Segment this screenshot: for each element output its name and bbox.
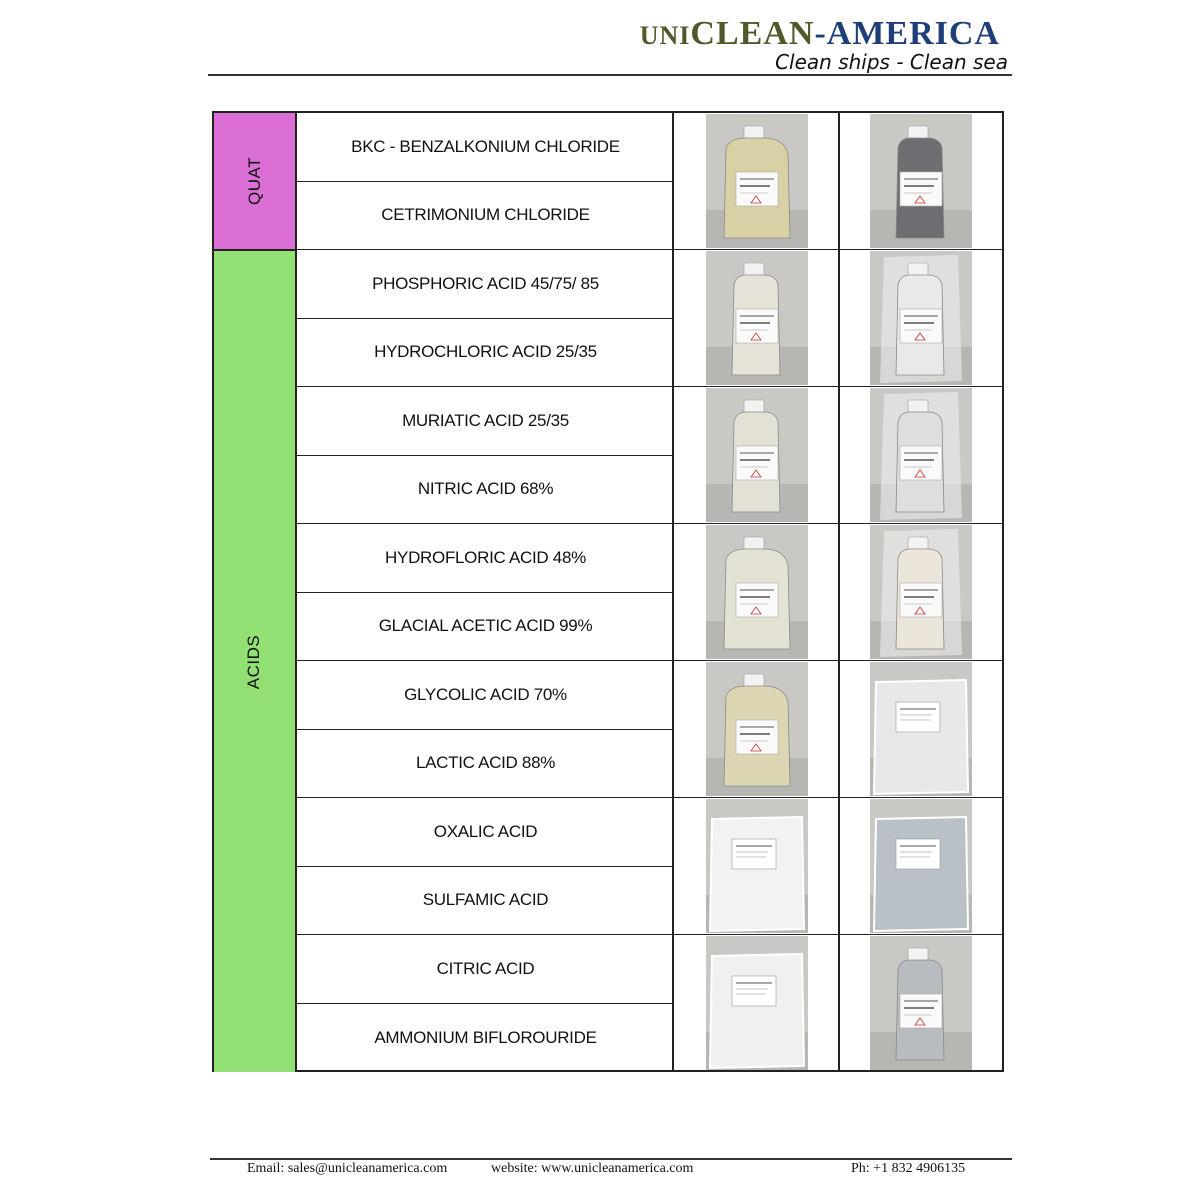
footer-website[interactable]: website: www.unicleanamerica.com [491, 1161, 694, 1176]
photo-cell [674, 387, 838, 524]
photo-cell [840, 661, 1004, 798]
category-acids [214, 251, 297, 1072]
logo-tagline: Clean ships - Clean sea [775, 50, 1008, 74]
product-row: SULFAMIC ACID [297, 867, 674, 936]
photo-cell [840, 524, 1004, 661]
product-photo [870, 936, 972, 1070]
product-photo [870, 388, 972, 522]
product-photo [706, 799, 808, 933]
product-photo [706, 662, 808, 796]
product-row: OXALIC ACID [297, 798, 674, 867]
photo-cell [840, 935, 1004, 1072]
footer-email[interactable]: Email: sales@unicleanamerica.com [247, 1161, 448, 1176]
product-photo [706, 936, 808, 1070]
product-photo [870, 251, 972, 385]
product-row: GLACIAL ACETIC ACID 99% [297, 593, 674, 662]
product-photo [870, 525, 972, 659]
product-photo [706, 388, 808, 522]
photo-cell [840, 113, 1004, 250]
product-row: CETRIMONIUM CHLORIDE [297, 182, 674, 251]
product-photo [870, 114, 972, 248]
product-row: PHOSPHORIC ACID 45/75/ 85 [297, 250, 674, 319]
logo-part-america: -AMERICA [814, 15, 1000, 52]
product-table [212, 111, 1004, 1072]
footer-divider [210, 1158, 1012, 1160]
category-label: QUAT [244, 157, 264, 205]
product-row: CITRIC ACID [297, 935, 674, 1004]
product-photos-right-column [838, 113, 1004, 1070]
product-photo [870, 662, 972, 796]
product-row: HYDROFLORIC ACID 48% [297, 524, 674, 593]
category-label: ACIDS [244, 634, 264, 689]
photo-cell [674, 250, 838, 387]
product-photos-left-column [672, 113, 838, 1070]
photo-cell [840, 798, 1004, 935]
product-photo [706, 525, 808, 659]
product-row: BKC - BENZALKONIUM CHLORIDE [297, 113, 674, 182]
product-row: GLYCOLIC ACID 70% [297, 661, 674, 730]
product-names-column [297, 113, 674, 1072]
photo-cell [674, 798, 838, 935]
photo-cell [840, 250, 1004, 387]
category-quat [214, 113, 297, 251]
header-divider [208, 74, 1012, 76]
photo-cell [674, 661, 838, 798]
product-row: LACTIC ACID 88% [297, 730, 674, 799]
photo-cell [674, 935, 838, 1072]
logo-part-clean: CLEAN [690, 15, 815, 52]
photo-cell [674, 524, 838, 661]
product-row: NITRIC ACID 68% [297, 456, 674, 525]
product-photo [706, 114, 808, 248]
product-row: AMMONIUM BIFLOROURIDE [374, 1027, 597, 1047]
logo-part-uni: UNI [639, 21, 691, 50]
product-row: MURIATIC ACID 25/35 [297, 387, 674, 456]
photo-cell [840, 387, 1004, 524]
photo-cell [674, 113, 838, 250]
footer-phone: Ph: +1 832 4906135 [851, 1161, 966, 1176]
product-row: HYDROCHLORIC ACID 25/35 [297, 319, 674, 388]
product-photo [870, 799, 972, 933]
product-photo [706, 251, 808, 385]
